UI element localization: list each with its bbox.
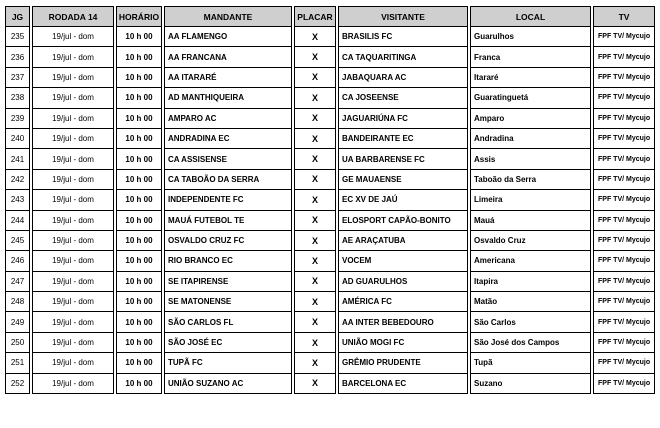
- cell-score: X: [294, 27, 336, 47]
- cell-tv: FPF TV/ Mycujo: [593, 190, 655, 210]
- cell-tv: FPF TV/ Mycujo: [593, 170, 655, 190]
- cell-score: X: [294, 211, 336, 231]
- cell-venue: Americana: [470, 251, 591, 271]
- cell-tv: FPF TV/ Mycujo: [593, 251, 655, 271]
- cell-venue: Mauá: [470, 211, 591, 231]
- cell-tv: FPF TV/ Mycujo: [593, 129, 655, 149]
- cell-venue: Osvaldo Cruz: [470, 231, 591, 251]
- cell-jg: 245: [5, 231, 30, 251]
- schedule-body: [5, 27, 655, 394]
- cell-venue: São José dos Campos: [470, 333, 591, 353]
- cell-time: 10 h 00: [116, 251, 162, 271]
- header-visitante: VISITANTE: [338, 6, 468, 27]
- cell-score: X: [294, 312, 336, 332]
- cell-date: 19/jul - dom: [32, 292, 114, 312]
- cell-away-team: BANDEIRANTE EC: [338, 129, 468, 149]
- cell-venue: Guarulhos: [470, 27, 591, 47]
- cell-jg: 252: [5, 374, 30, 394]
- cell-home-team: ANDRADINA EC: [164, 129, 292, 149]
- cell-jg: 236: [5, 47, 30, 67]
- cell-jg: 250: [5, 333, 30, 353]
- cell-score: X: [294, 88, 336, 108]
- cell-home-team: MAUÁ FUTEBOL TE: [164, 211, 292, 231]
- cell-time: 10 h 00: [116, 27, 162, 47]
- cell-time: 10 h 00: [116, 88, 162, 108]
- cell-jg: 244: [5, 211, 30, 231]
- cell-away-team: JAGUARIÚNA FC: [338, 109, 468, 129]
- cell-away-team: ELOSPORT CAPÃO-BONITO: [338, 211, 468, 231]
- cell-home-team: UNIÃO SUZANO AC: [164, 374, 292, 394]
- cell-time: 10 h 00: [116, 68, 162, 88]
- cell-date: 19/jul - dom: [32, 170, 114, 190]
- cell-score: X: [294, 190, 336, 210]
- header-tv: TV: [593, 6, 655, 27]
- table-row: [5, 47, 655, 67]
- cell-time: 10 h 00: [116, 109, 162, 129]
- cell-score: X: [294, 272, 336, 292]
- cell-away-team: UNIÃO MOGI FC: [338, 333, 468, 353]
- cell-time: 10 h 00: [116, 231, 162, 251]
- table-row: [5, 272, 655, 292]
- cell-date: 19/jul - dom: [32, 88, 114, 108]
- cell-score: X: [294, 231, 336, 251]
- cell-venue: Itararé: [470, 68, 591, 88]
- cell-score: X: [294, 47, 336, 67]
- cell-home-team: AA FRANCANA: [164, 47, 292, 67]
- cell-date: 19/jul - dom: [32, 149, 114, 169]
- cell-home-team: CA ASSISENSE: [164, 149, 292, 169]
- cell-jg: 246: [5, 251, 30, 271]
- header-mandante: MANDANTE: [164, 6, 292, 27]
- cell-home-team: AMPARO AC: [164, 109, 292, 129]
- cell-venue: Franca: [470, 47, 591, 67]
- cell-venue: Itapira: [470, 272, 591, 292]
- cell-date: 19/jul - dom: [32, 374, 114, 394]
- cell-venue: Matão: [470, 292, 591, 312]
- cell-tv: FPF TV/ Mycujo: [593, 149, 655, 169]
- cell-venue: Limeira: [470, 190, 591, 210]
- cell-away-team: GE MAUAENSE: [338, 170, 468, 190]
- cell-date: 19/jul - dom: [32, 231, 114, 251]
- cell-away-team: AE ARAÇATUBA: [338, 231, 468, 251]
- cell-date: 19/jul - dom: [32, 312, 114, 332]
- cell-time: 10 h 00: [116, 312, 162, 332]
- header-rodada: RODADA 14: [32, 6, 114, 27]
- cell-score: X: [294, 333, 336, 353]
- cell-away-team: AA INTER BEBEDOURO: [338, 312, 468, 332]
- table-row: [5, 27, 655, 47]
- table-row: [5, 170, 655, 190]
- cell-score: X: [294, 109, 336, 129]
- header-local: LOCAL: [470, 6, 591, 27]
- cell-score: X: [294, 170, 336, 190]
- cell-tv: FPF TV/ Mycujo: [593, 88, 655, 108]
- cell-score: X: [294, 374, 336, 394]
- table-row: [5, 149, 655, 169]
- cell-tv: FPF TV/ Mycujo: [593, 211, 655, 231]
- cell-tv: FPF TV/ Mycujo: [593, 333, 655, 353]
- cell-jg: 238: [5, 88, 30, 108]
- cell-home-team: CA TABOÃO DA SERRA: [164, 170, 292, 190]
- table-row: [5, 374, 655, 394]
- cell-date: 19/jul - dom: [32, 211, 114, 231]
- cell-jg: 247: [5, 272, 30, 292]
- header-row: [5, 6, 655, 27]
- cell-time: 10 h 00: [116, 190, 162, 210]
- cell-away-team: VOCEM: [338, 251, 468, 271]
- cell-score: X: [294, 292, 336, 312]
- cell-away-team: GRÊMIO PRUDENTE: [338, 353, 468, 373]
- cell-away-team: JABAQUARA AC: [338, 68, 468, 88]
- cell-home-team: SE MATONENSE: [164, 292, 292, 312]
- cell-away-team: AD GUARULHOS: [338, 272, 468, 292]
- cell-venue: Guaratinguetá: [470, 88, 591, 108]
- cell-score: X: [294, 251, 336, 271]
- cell-home-team: SÃO CARLOS FL: [164, 312, 292, 332]
- cell-tv: FPF TV/ Mycujo: [593, 353, 655, 373]
- cell-score: X: [294, 149, 336, 169]
- cell-tv: FPF TV/ Mycujo: [593, 231, 655, 251]
- cell-away-team: CA TAQUARITINGA: [338, 47, 468, 67]
- cell-date: 19/jul - dom: [32, 129, 114, 149]
- cell-venue: São Carlos: [470, 312, 591, 332]
- cell-away-team: EC XV DE JAÚ: [338, 190, 468, 210]
- table-row: [5, 88, 655, 108]
- header-placar: PLACAR: [294, 6, 336, 27]
- cell-away-team: UA BARBARENSE FC: [338, 149, 468, 169]
- cell-venue: Andradina: [470, 129, 591, 149]
- cell-tv: FPF TV/ Mycujo: [593, 272, 655, 292]
- cell-time: 10 h 00: [116, 272, 162, 292]
- table-row: [5, 129, 655, 149]
- cell-time: 10 h 00: [116, 129, 162, 149]
- cell-tv: FPF TV/ Mycujo: [593, 312, 655, 332]
- cell-jg: 235: [5, 27, 30, 47]
- cell-date: 19/jul - dom: [32, 272, 114, 292]
- cell-jg: 248: [5, 292, 30, 312]
- cell-date: 19/jul - dom: [32, 27, 114, 47]
- table-row: [5, 292, 655, 312]
- cell-tv: FPF TV/ Mycujo: [593, 68, 655, 88]
- cell-time: 10 h 00: [116, 149, 162, 169]
- cell-home-team: OSVALDO CRUZ FC: [164, 231, 292, 251]
- header-horario: HORÁRIO: [116, 6, 162, 27]
- table-row: [5, 312, 655, 332]
- cell-jg: 240: [5, 129, 30, 149]
- cell-away-team: CA JOSEENSE: [338, 88, 468, 108]
- cell-date: 19/jul - dom: [32, 68, 114, 88]
- cell-venue: Tupã: [470, 353, 591, 373]
- cell-date: 19/jul - dom: [32, 333, 114, 353]
- cell-time: 10 h 00: [116, 292, 162, 312]
- cell-away-team: BARCELONA EC: [338, 374, 468, 394]
- table-row: [5, 109, 655, 129]
- cell-venue: Taboão da Serra: [470, 170, 591, 190]
- cell-date: 19/jul - dom: [32, 353, 114, 373]
- table-row: [5, 211, 655, 231]
- cell-home-team: TUPÃ FC: [164, 353, 292, 373]
- cell-jg: 251: [5, 353, 30, 373]
- schedule-table-wrapper: [3, 6, 657, 394]
- cell-away-team: AMÉRICA FC: [338, 292, 468, 312]
- cell-score: X: [294, 129, 336, 149]
- cell-tv: FPF TV/ Mycujo: [593, 292, 655, 312]
- cell-date: 19/jul - dom: [32, 251, 114, 271]
- cell-time: 10 h 00: [116, 333, 162, 353]
- header-jg: JG: [5, 6, 30, 27]
- cell-time: 10 h 00: [116, 353, 162, 373]
- table-row: [5, 333, 655, 353]
- cell-jg: 249: [5, 312, 30, 332]
- cell-home-team: SE ITAPIRENSE: [164, 272, 292, 292]
- cell-jg: 239: [5, 109, 30, 129]
- cell-tv: FPF TV/ Mycujo: [593, 47, 655, 67]
- table-row: [5, 68, 655, 88]
- cell-time: 10 h 00: [116, 170, 162, 190]
- cell-tv: FPF TV/ Mycujo: [593, 374, 655, 394]
- cell-time: 10 h 00: [116, 211, 162, 231]
- cell-jg: 242: [5, 170, 30, 190]
- cell-jg: 237: [5, 68, 30, 88]
- table-row: [5, 231, 655, 251]
- table-row: [5, 251, 655, 271]
- cell-score: X: [294, 353, 336, 373]
- cell-home-team: SÃO JOSÉ EC: [164, 333, 292, 353]
- cell-away-team: BRASILIS FC: [338, 27, 468, 47]
- table-row: [5, 353, 655, 373]
- cell-date: 19/jul - dom: [32, 190, 114, 210]
- cell-time: 10 h 00: [116, 374, 162, 394]
- cell-date: 19/jul - dom: [32, 47, 114, 67]
- cell-time: 10 h 00: [116, 47, 162, 67]
- table-row: [5, 190, 655, 210]
- cell-venue: Suzano: [470, 374, 591, 394]
- cell-date: 19/jul - dom: [32, 109, 114, 129]
- cell-venue: Amparo: [470, 109, 591, 129]
- cell-venue: Assis: [470, 149, 591, 169]
- cell-tv: FPF TV/ Mycujo: [593, 109, 655, 129]
- cell-home-team: INDEPENDENTE FC: [164, 190, 292, 210]
- cell-jg: 243: [5, 190, 30, 210]
- cell-tv: FPF TV/ Mycujo: [593, 27, 655, 47]
- cell-score: X: [294, 68, 336, 88]
- cell-home-team: AA ITARARÉ: [164, 68, 292, 88]
- schedule-table: [3, 6, 657, 394]
- cell-home-team: AA FLAMENGO: [164, 27, 292, 47]
- cell-home-team: RIO BRANCO EC: [164, 251, 292, 271]
- cell-jg: 241: [5, 149, 30, 169]
- cell-home-team: AD MANTHIQUEIRA: [164, 88, 292, 108]
